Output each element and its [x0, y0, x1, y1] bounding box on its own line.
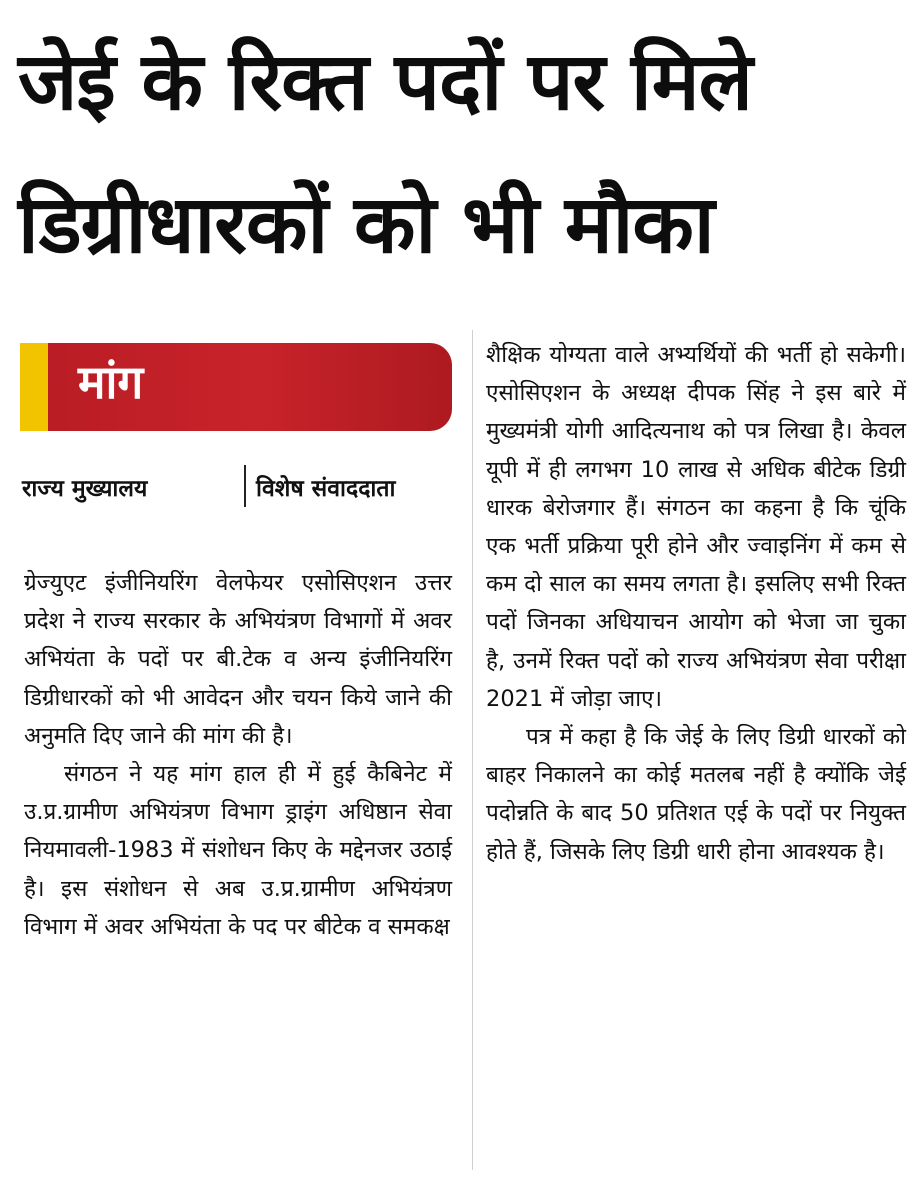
article-paragraph: पत्र में कहा है कि जेई के लिए डिग्री धारकों को बाहर निकालने का कोई मतलब नहीं है क्योंकि जेई पदोन्नति के बाद 50 प्रतिशत एई के पदों पर नियुक्त होते हैं, जिसके लिए डिग्री धारी होना आवश्यक है। [486, 724, 906, 865]
byline-reporter: विशेष संवाददाता [256, 476, 396, 502]
article-paragraph: शैक्षिक योग्यता वाले अभ्यर्थियों की भर्ती हो सकेगी। एसोसिएशन के अध्यक्ष दीपक सिंह ने इस बारे में मुख्यमंत्री योगी आदित्यनाथ को पत्र लिखा है। केवल यूपी में ही लगभग 10 लाख से अधिक बीटेक डिग्री धारक बेरोजगार हैं। संगठन का कहना है कि चूंकि एक भर्ती प्रक्रिया पूरी होने और ज्वाइनिंग में कम से कम दो साल का समय लगता है। इसलिए सभी रिक्त पदों जिनका अधियाचन आयोग को भेजा जा चुका है, उनमें रिक्त पदों को राज्य अभियंत्रण सेवा परीक्षा 2021 में जोड़ा जाए। [486, 342, 906, 712]
headline-line-2: डिग्रीधारकों को भी मौका [18, 178, 714, 271]
section-tag-label: मांग [78, 355, 144, 409]
article-column-2 [486, 336, 906, 871]
section-tag [20, 343, 452, 431]
column-divider [472, 330, 473, 1170]
article-column-1 [24, 564, 452, 946]
tag-accent-strip [20, 343, 48, 431]
byline [22, 461, 452, 511]
byline-bureau: राज्य मुख्यालय [22, 476, 148, 502]
article-paragraph: ग्रेज्युएट इंजीनियरिंग वेलफेयर एसोसिएशन उत्तर प्रदेश ने राज्य सरकार के अभियंत्रण विभागों में अवर अभियंता के पदों पर बी.टेक व अन्य इंजीनियरिंग डिग्रीधारकों को भी आवेदन और चयन किये जाने की अनुमति दिए जाने की मांग की है। [24, 570, 452, 749]
article-paragraph: संगठन ने यह मांग हाल ही में हुई कैबिनेट में उ.प्र.ग्रामीण अभियंत्रण विभाग ड्राइंग अधिष्ठान सेवा नियमावली-1983 में संशोधन किए के मद्देनजर उठाई है। इस संशोधन से अब उ.प्र.ग्रामीण अभियंत्रण विभाग में अवर अभियंता के पद पर बीटेक व समकक्ष [24, 761, 452, 940]
headline-line-1: जेई के रिक्त पदों पर मिले [18, 35, 752, 128]
byline-divider [244, 465, 246, 507]
